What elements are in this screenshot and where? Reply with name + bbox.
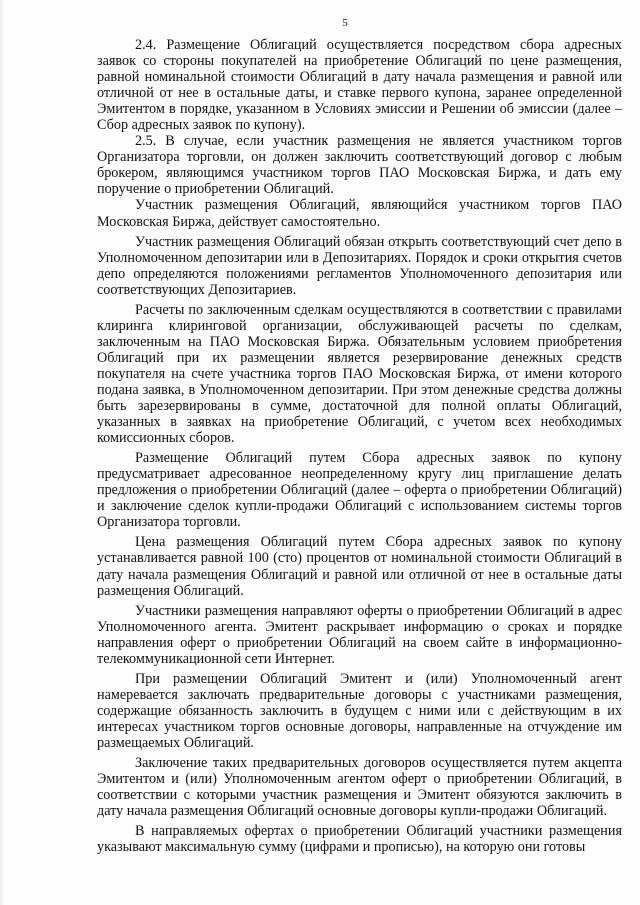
paragraph-preliminary-contracts: При размещении Облигаций Эмитент и (или) Уполномоченный агент намеревается заключать предварительные договоры с участниками размещения, содержащие обязанность заключить в будущем с ними или с действующим в их интересах участником торгов основные договоры, направленные на отчуждение им размещаемых Облигаций.: [97, 670, 622, 751]
paragraph-placement-method: Размещение Облигаций путем Сбора адресных заявок по купону предусматривает адресованное неопределенному кругу лиц приглашение делать предложения о приобретении Облигаций (далее – оферта о приобретении Облигаций) и заключение сделок купли-продажи Облигаций с использованием системы торгов Организатора торговли.: [97, 450, 622, 531]
paragraph-depo-account: Участник размещения Облигаций обязан открыть соответствующий счет депо в Уполномоченном депозитарии или в Депозитариях. Порядок и сроки открытия счетов депо определяются положениями регламентов Уполномоченного депозитария или соответствующих Депозитариев.: [97, 233, 622, 298]
document-body: [97, 37, 622, 855]
paragraph-acceptance: Заключение таких предварительных договоров осуществляется путем акцепта Эмитентом и (или) Уполномоченным агентом оферт о приобретении Облигаций, в соответствии с которыми участник размещения и Эмитент обязуются заключить в дату начала размещения Облигаций основные договоры купли-продажи Облигаций.: [97, 755, 622, 820]
paragraph-placement-price: Цена размещения Облигаций путем Сбора адресных заявок по купону устанавливается равной 100 (сто) процентов от номинальной стоимости Облигаций в дату начала размещения Облигаций и равной или отличной от нее в остальные даты размещения Облигаций.: [97, 534, 622, 599]
scan-edge: [0, 0, 4, 905]
paragraph-offers: Участники размещения направляют оферты о приобретении Облигаций в адрес Уполномоченного агента. Эмитент раскрывает информацию о сроках и порядке направления оферт о приобретении Облигаций на своем сайте в информационно-телекоммуникационной сети Интернет.: [97, 602, 622, 667]
paragraph-offer-amount: В направляемых офертах о приобретении Облигаций участники размещения указывают максимальную сумму (цифрами и прописью), на которую они готовы: [97, 823, 622, 856]
paragraph-settlements: Расчеты по заключенным сделкам осуществляются в соответствии с правилами клиринга клиринговой организации, обслуживающей расчеты по сделкам, заключенным на ПАО Московская Биржа. Обязательным условием приобретения Облигаций при их размещении является резервирование денежных средств покупателя на счете участника торгов ПАО Московская Биржа, от имени которого подана заявка, в Уполномоченном депозитарии. При этом денежные средства должны быть зарезервированы в сумме, достаточной для полной оплаты Облигаций, указанных в заявках на приобретение Облигаций, с учетом всех необходимых комиссионных сборов.: [97, 301, 622, 447]
paragraph-2-5: 2.5. В случае, если участник размещения не является участником торгов Организатора торговли, он должен заключить соответствующий договор с любым брокером, являющимся участником торгов ПАО Московская Биржа, и дать ему поручение о приобретении Облигаций.: [97, 133, 622, 198]
page-number: 5: [342, 17, 348, 29]
paragraph-2-4: 2.4. Размещение Облигаций осуществляется посредством сбора адресных заявок со стороны покупателей на приобретение Облигаций по цене размещения, равной номинальной стоимости Облигаций в дату начала размещения и равной или отличной от нее в остальные даты, и ставке первого купона, заранее определенной Эмитентом в порядке, указанном в Условиях эмиссии и Решении об эмиссии (далее – Сбор адресных заявок по купону).: [97, 37, 622, 134]
paragraph-self-acting: Участник размещения Облигаций, являющийся участником торгов ПАО Московская Биржа, действует самостоятельно.: [97, 197, 622, 230]
